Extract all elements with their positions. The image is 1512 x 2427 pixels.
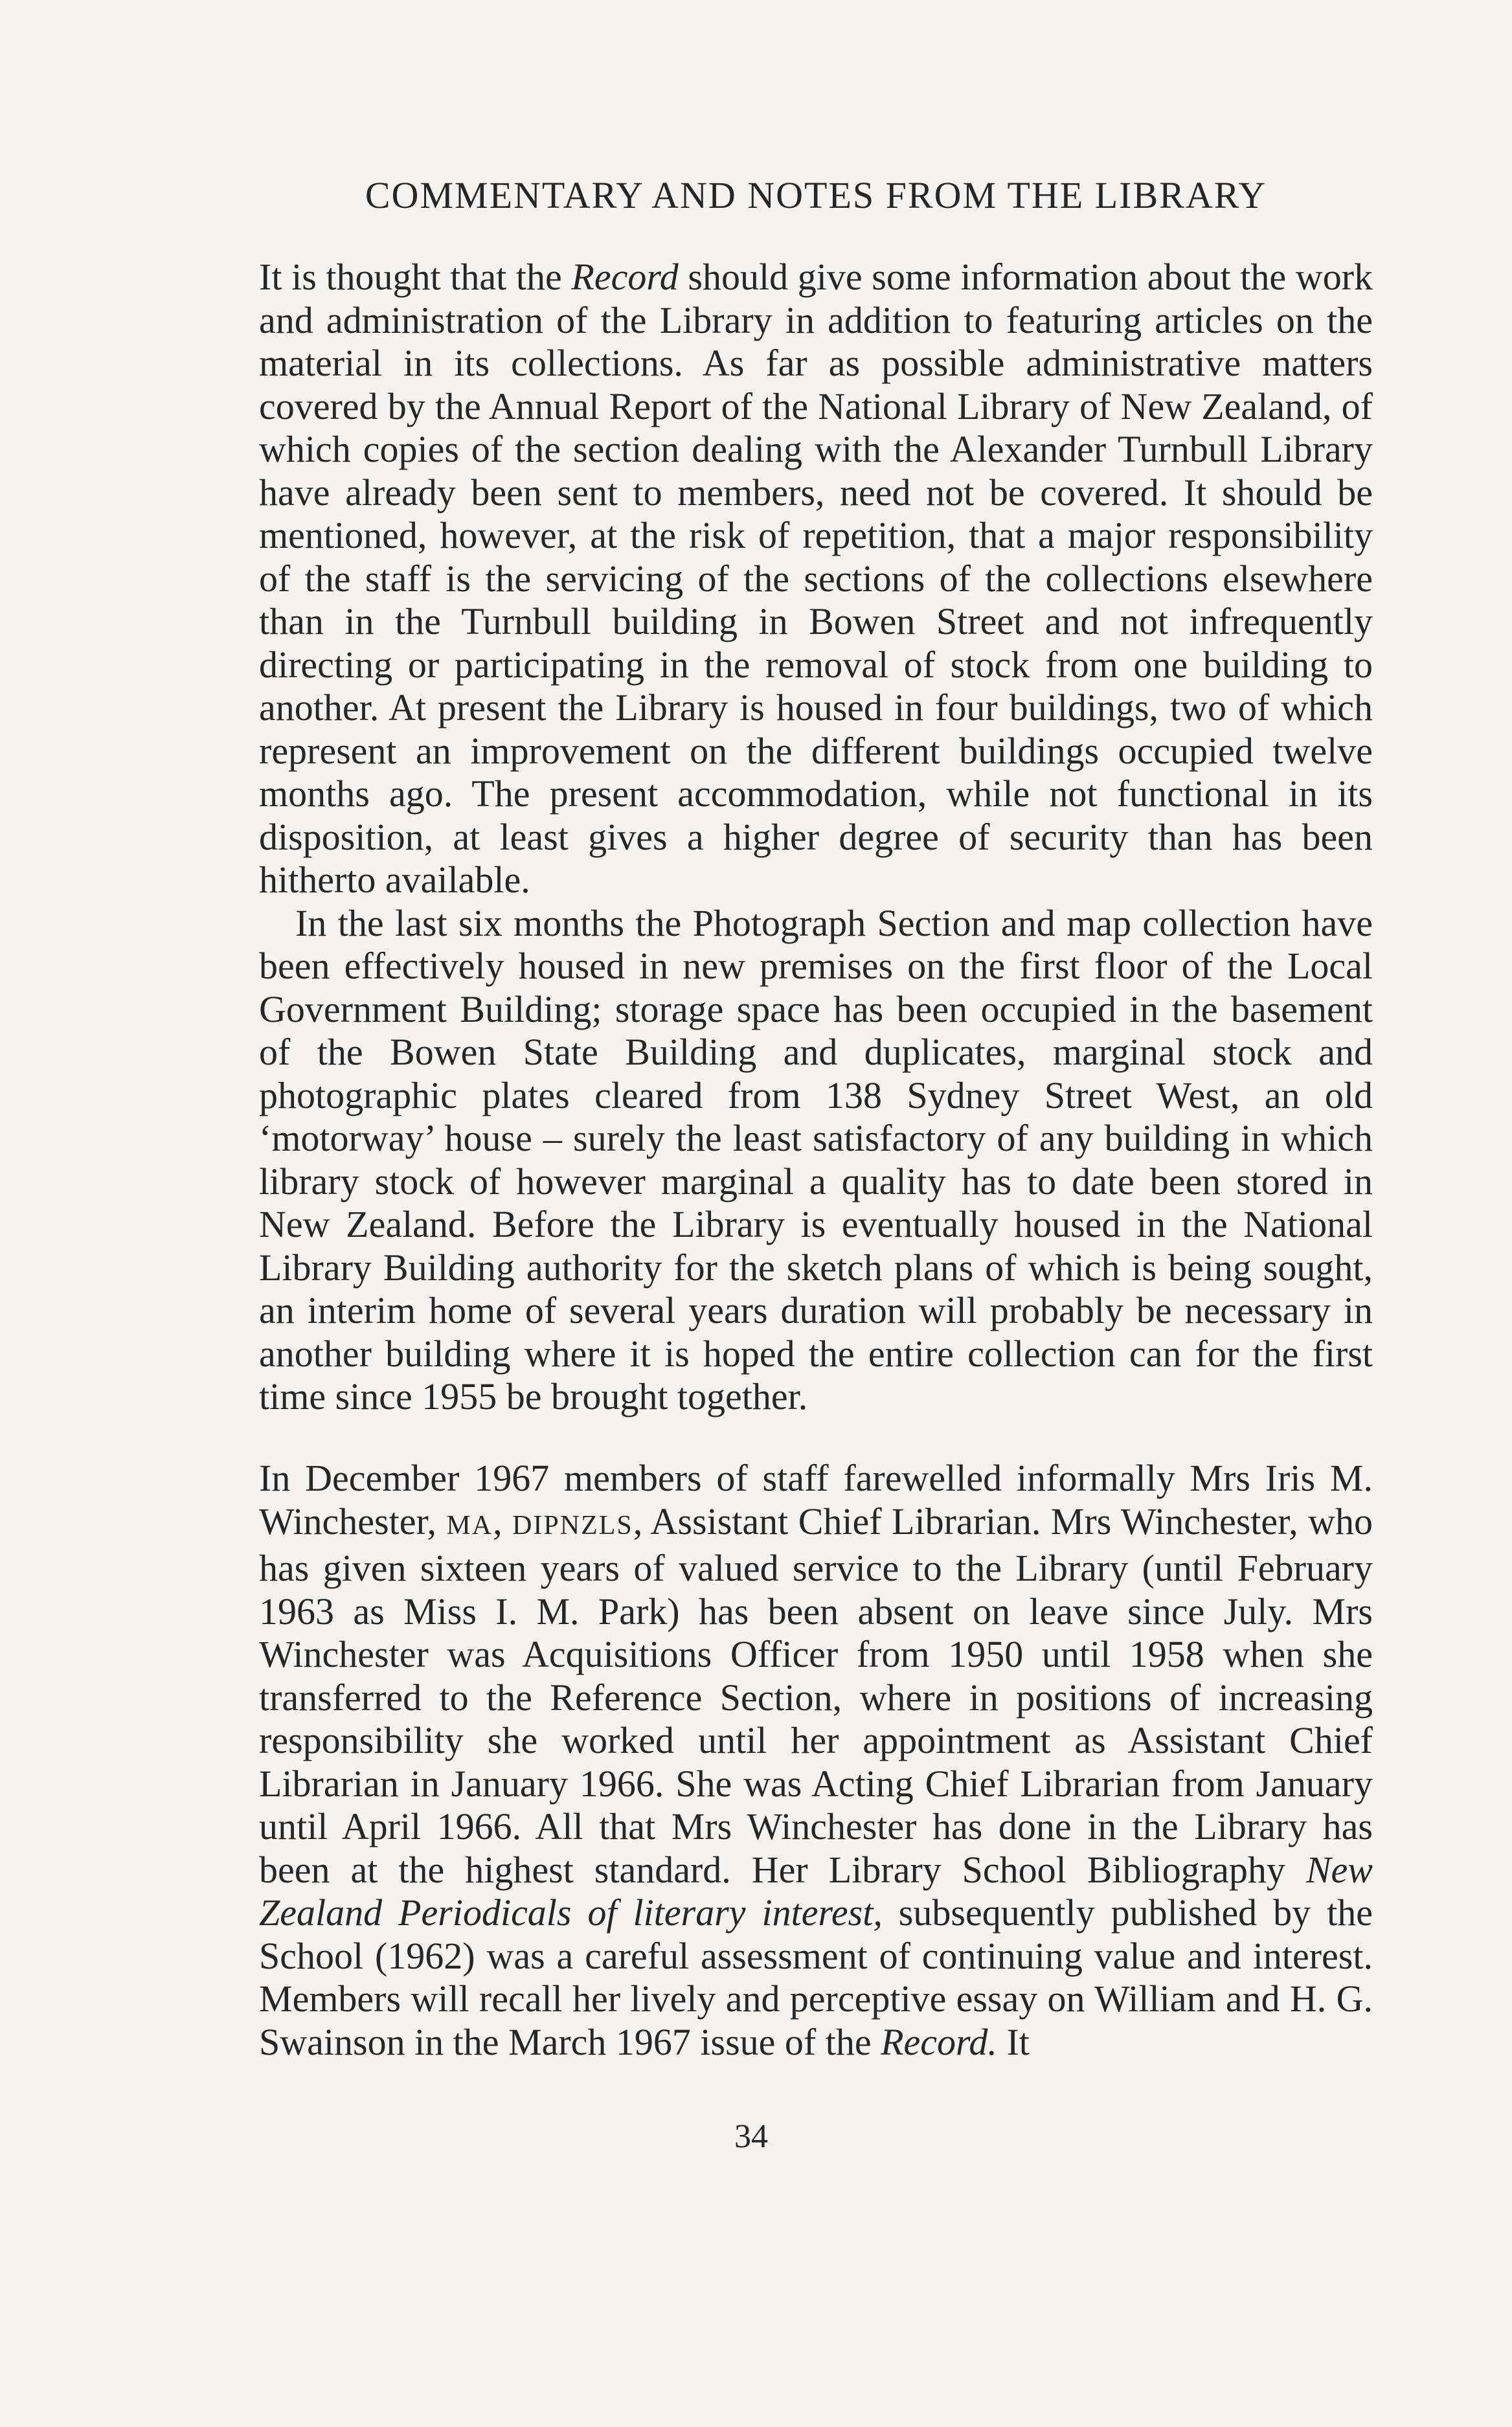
text-run: In December 1967 members of staff farewelled informally Mrs Iris M. Winchester, — [259, 1457, 1373, 1542]
text-run: subsequently published by the School (1962) was a careful assessment of continuing value and interest. Members will recall her lively and perceptive essay on William and H. G. Swainson in the March 1967 issue of the — [259, 1891, 1373, 2063]
degree-ma: MA — [446, 1510, 493, 1541]
text-run: , — [493, 1500, 513, 1542]
paragraph-accommodation: In the last six months the Photograph Section and map collection have been effectively housed in new premises on the first floor of the Local Government Building; storage space has been occupied in the basement of the Bowen State Building and duplicates, marginal stock and photographic plates cleared from 138 Sydney Street West, an old ‘motorway’ house – surely the least satisfactory of any building in which library stock of however marginal a quality has to date been stored in New Zealand. Before the Library is eventually housed in the National Library Building authority for the sketch plans of which is being sought, an interim home of several years duration will probably be necessary in another building where it is hoped the entire collection can for the first time since 1955 be brought together. — [259, 901, 1373, 1417]
degree-dipnzls: DIPNZLS — [512, 1510, 633, 1541]
paragraph-administration — [259, 256, 1373, 902]
page-heading: COMMENTARY AND NOTES FROM THE LIBRARY — [365, 174, 1267, 216]
bibliography-title: New Zealand Periodicals of literary interest, — [259, 1848, 1373, 1934]
intro-section — [259, 256, 1373, 1419]
record-title: Record — [571, 256, 679, 298]
text-run: It — [997, 2020, 1030, 2063]
staff-section — [259, 1457, 1373, 2064]
record-title: Record. — [881, 2020, 997, 2063]
text-run: , Assistant Chief Librarian. Mrs Winchester, who has given sixteen years of valued service to the Library (until February 1963 as Miss I. M. Park) has been absent on leave since July. Mrs Winchester was Acquisitions Officer from 1950 until 1958 when she transferred to the Reference Section, where in positions of increasing responsibility she worked until her appointment as Assistant Chief Librarian in January 1966. She was Acting Chief Librarian from January until April 1966. All that Mrs Winchester has done in the Library has been at the highest standard. Her Library School Bibliography — [259, 1500, 1373, 1891]
paragraph-winchester — [259, 1457, 1373, 2064]
text-run: should give some information about the work and administration of the Library in addition to featuring articles on the material in its collections. As far as possible administrative matters covered by the Annual Report of the National Library of New Zealand, of which copies of the section dealing with the Alexander Turnbull Library have already been sent to members, need not be covered. It should be mentioned, however, at the risk of repetition, that a major responsibility of the staff is the servicing of the sections of the collections elsewhere than in the Turnbull building in Bowen Street and not infrequently directing or participating in the removal of stock from one building to another. At present the Library is housed in four buildings, two of which represent an improvement on the different buildings occupied twelve months ago. The present accommodation, while not functional in its disposition, at least gives a higher degree of security than has been hitherto available. — [259, 256, 1373, 901]
page-number: 34 — [734, 2118, 768, 2155]
text-run: It is thought that the — [259, 256, 572, 298]
